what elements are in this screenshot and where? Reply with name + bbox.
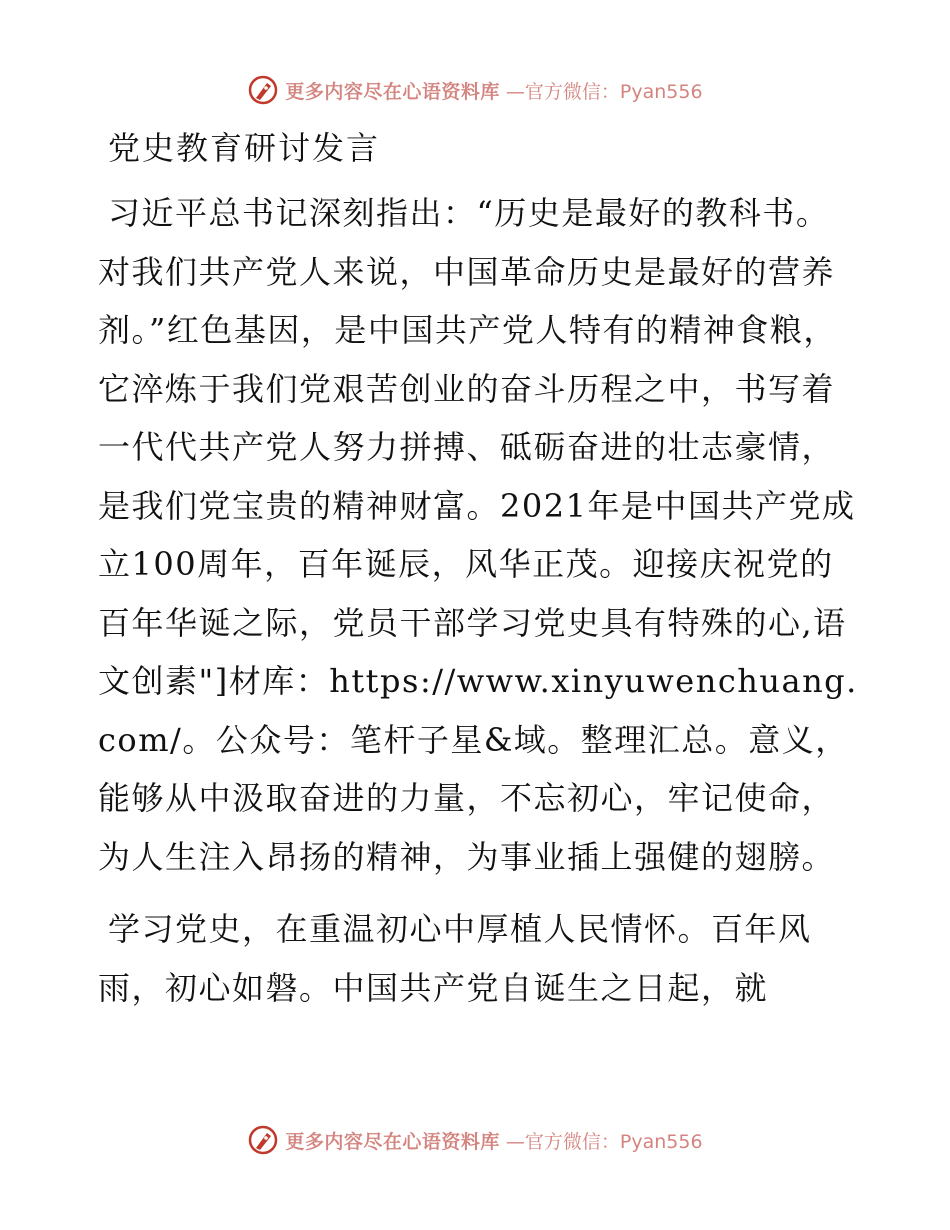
document-body [98,126,858,1031]
footer-banner [0,1120,950,1160]
banner-main-text: 更多内容尽在心语资料库 [285,80,500,103]
paragraph: 习近平总书记深刻指出：“历史是最好的教科书。对我们共产党人来说，中国革命历史是最好的营养剂。”红色基因，是中国共产党人特有的精神食粮，它淬炼于我们党艰苦创业的奋斗历程之中，书写着一代代共产党人努力拼搏、砥砺奋进的壮志豪情，是我们党宝贵的精神财富。2021年是中国共产党成立100周年，百年诞辰，风华正茂。迎接庆祝党的百年华诞之际，党员干部学习党史具有特殊的心,语文创素"]材库：https://www.xinyuwenchuang.com/。公众号：笔杆子星&域。整理汇总。意义，能够从中汲取奋进的力量，不忘初心，牢记使命，为人生注入昂扬的精神，为事业插上强健的翅膀。 [98,194,858,876]
banner-sub-text: —官方微信：Pyan556 [505,1130,703,1153]
pen-nib-circle-logo-icon [247,74,279,106]
document-title: 党史教育研讨发言 [108,129,381,167]
header-banner [0,70,950,110]
paragraph: 学习党史，在重温初心中厚植人民情怀。百年风雨，初心如磐。中国共产党自诞生之日起，就 [98,910,812,1007]
banner-main-text: 更多内容尽在心语资料库 [285,1130,500,1153]
pen-nib-circle-logo-icon [247,1124,279,1156]
banner-sub-text: —官方微信：Pyan556 [505,80,703,103]
